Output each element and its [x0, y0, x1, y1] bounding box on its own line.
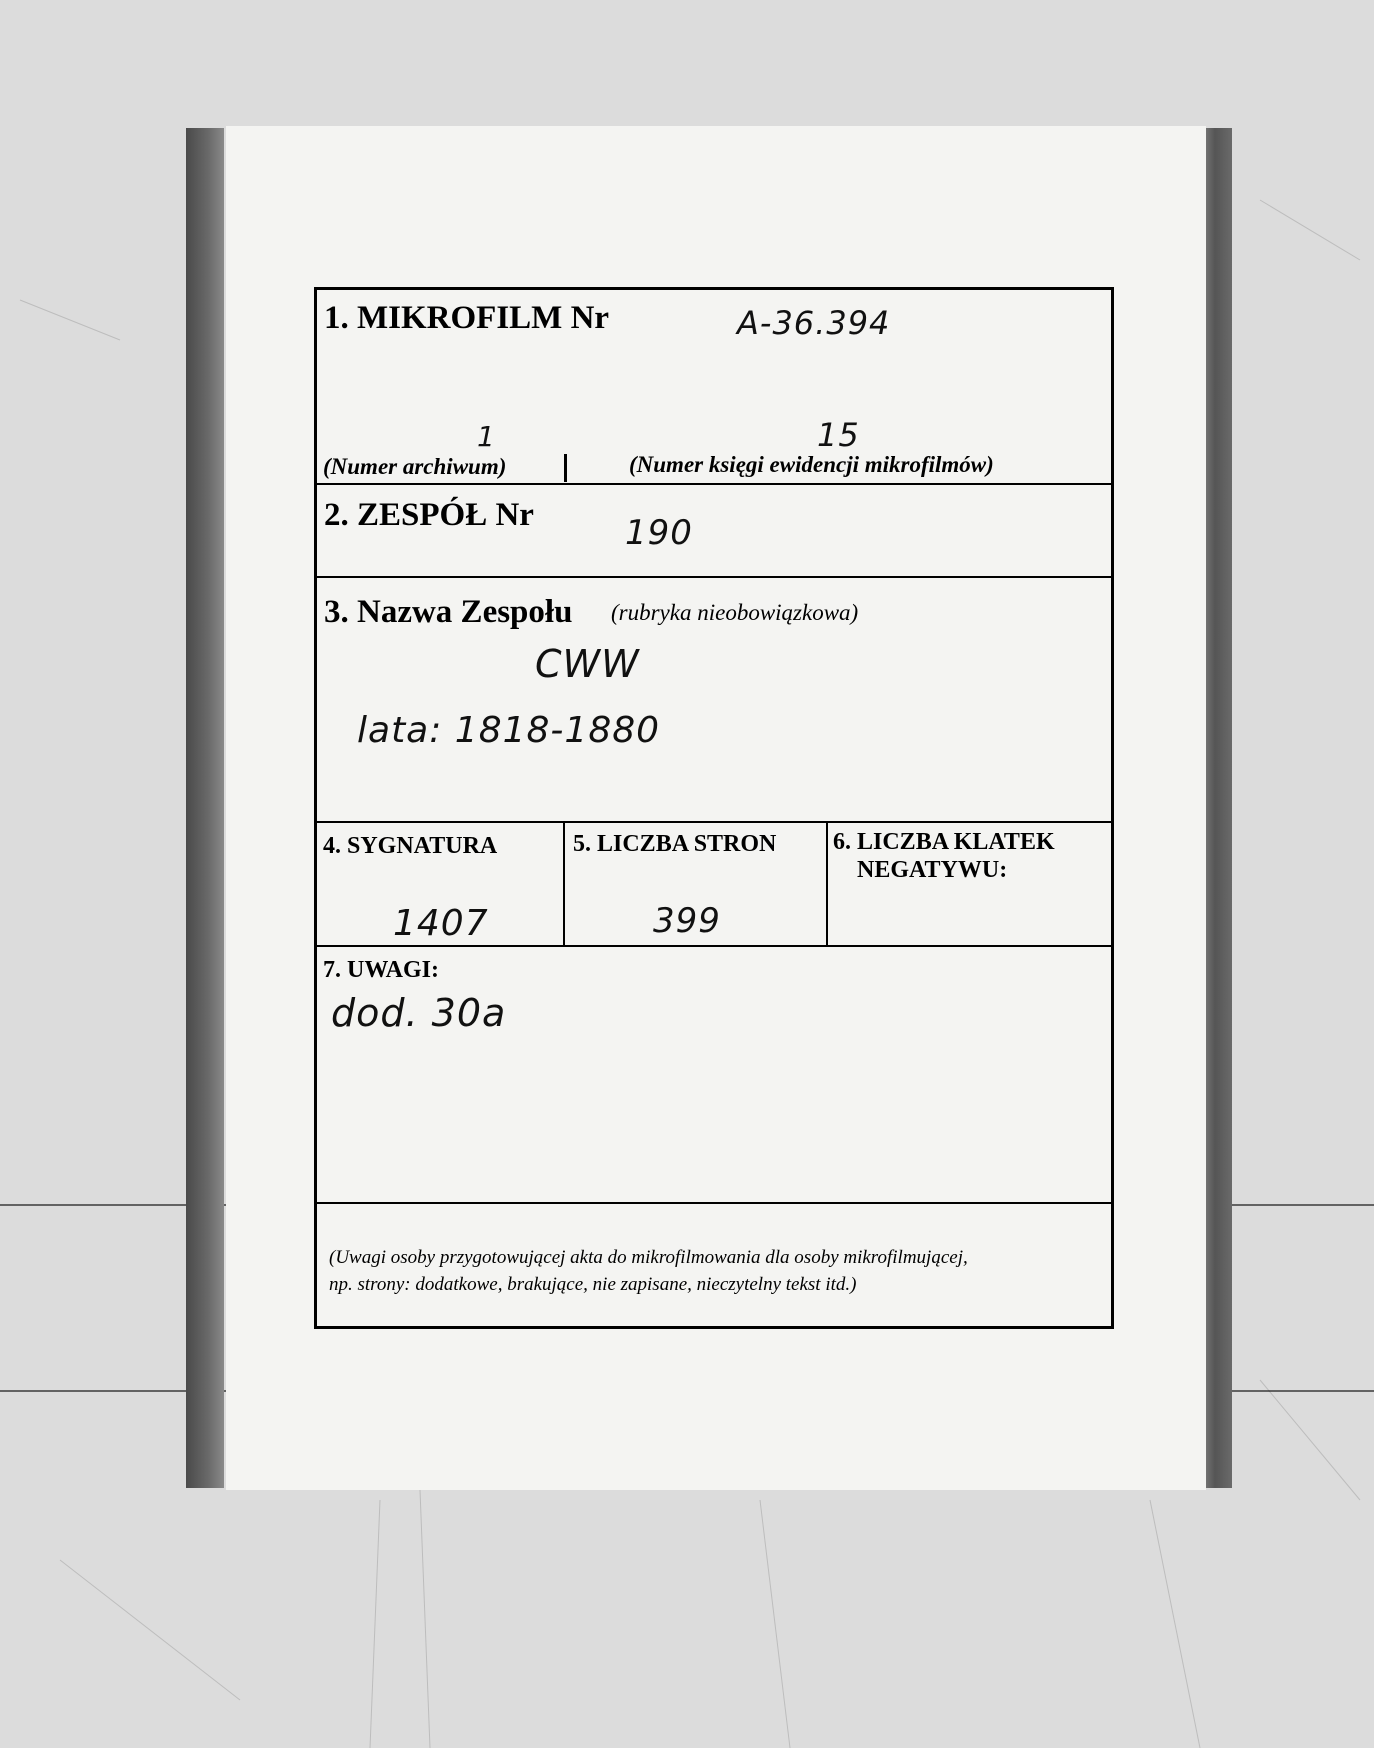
fonds-number-value: 190: [625, 513, 693, 553]
fonds-name-label: 3. Nazwa Zespołu: [324, 594, 573, 630]
signature-value: 1407: [393, 903, 489, 944]
archive-number-value: 1: [477, 420, 496, 453]
footer-note-line2: np. strony: dodatkowe, brakujące, nie zapisane, nieczytelny tekst itd.): [329, 1274, 857, 1295]
section-footer-note: [317, 1204, 1111, 1329]
footer-note-line1: (Uwagi osoby przygotowującej akta do mikrofilmowania dla osoby mikrofilmującej,: [329, 1247, 968, 1268]
page-count-value: 399: [653, 901, 721, 941]
archive-number-label: (Numer archiwum): [323, 454, 507, 479]
remarks-value: dod. 30a: [331, 991, 507, 1035]
section-fonds-number: [317, 485, 1111, 578]
section-microfilm-number: [317, 290, 1111, 485]
section-remarks: [317, 947, 1111, 1204]
microfilm-form: [314, 287, 1114, 1329]
section-signature-pages-frames: [317, 823, 1111, 947]
section-fonds-name: [317, 578, 1111, 823]
card-shadow-left: [186, 128, 224, 1488]
register-number-label: (Numer księgi ewidencji mikrofilmów): [629, 452, 994, 477]
microfilm-number-value: A-36.394: [737, 304, 891, 342]
column-divider-1: [563, 823, 565, 945]
fonds-number-label: 2. ZESPÓŁ Nr: [324, 497, 534, 533]
fonds-name-value: CWW: [535, 642, 640, 686]
microfilm-number-label: 1. MIKROFILM Nr: [324, 300, 610, 336]
page-count-label: 5. LICZBA STRON: [573, 831, 777, 857]
remarks-label: 7. UWAGI:: [323, 957, 440, 983]
column-divider-2: [826, 823, 828, 945]
field-separator: [564, 454, 567, 482]
negative-frames-label-line1: 6. LICZBA KLATEK: [833, 829, 1055, 855]
signature-label: 4. SYGNATURA: [323, 833, 498, 859]
register-number-value: 15: [817, 416, 860, 454]
footer-note: [329, 1244, 1109, 1298]
negative-frames-label-line2: NEGATYWU:: [857, 857, 1008, 883]
fonds-dates-value: lata: 1818-1880: [357, 710, 661, 751]
fonds-name-optional-note: (rubryka nieobowiązkowa): [611, 600, 859, 625]
